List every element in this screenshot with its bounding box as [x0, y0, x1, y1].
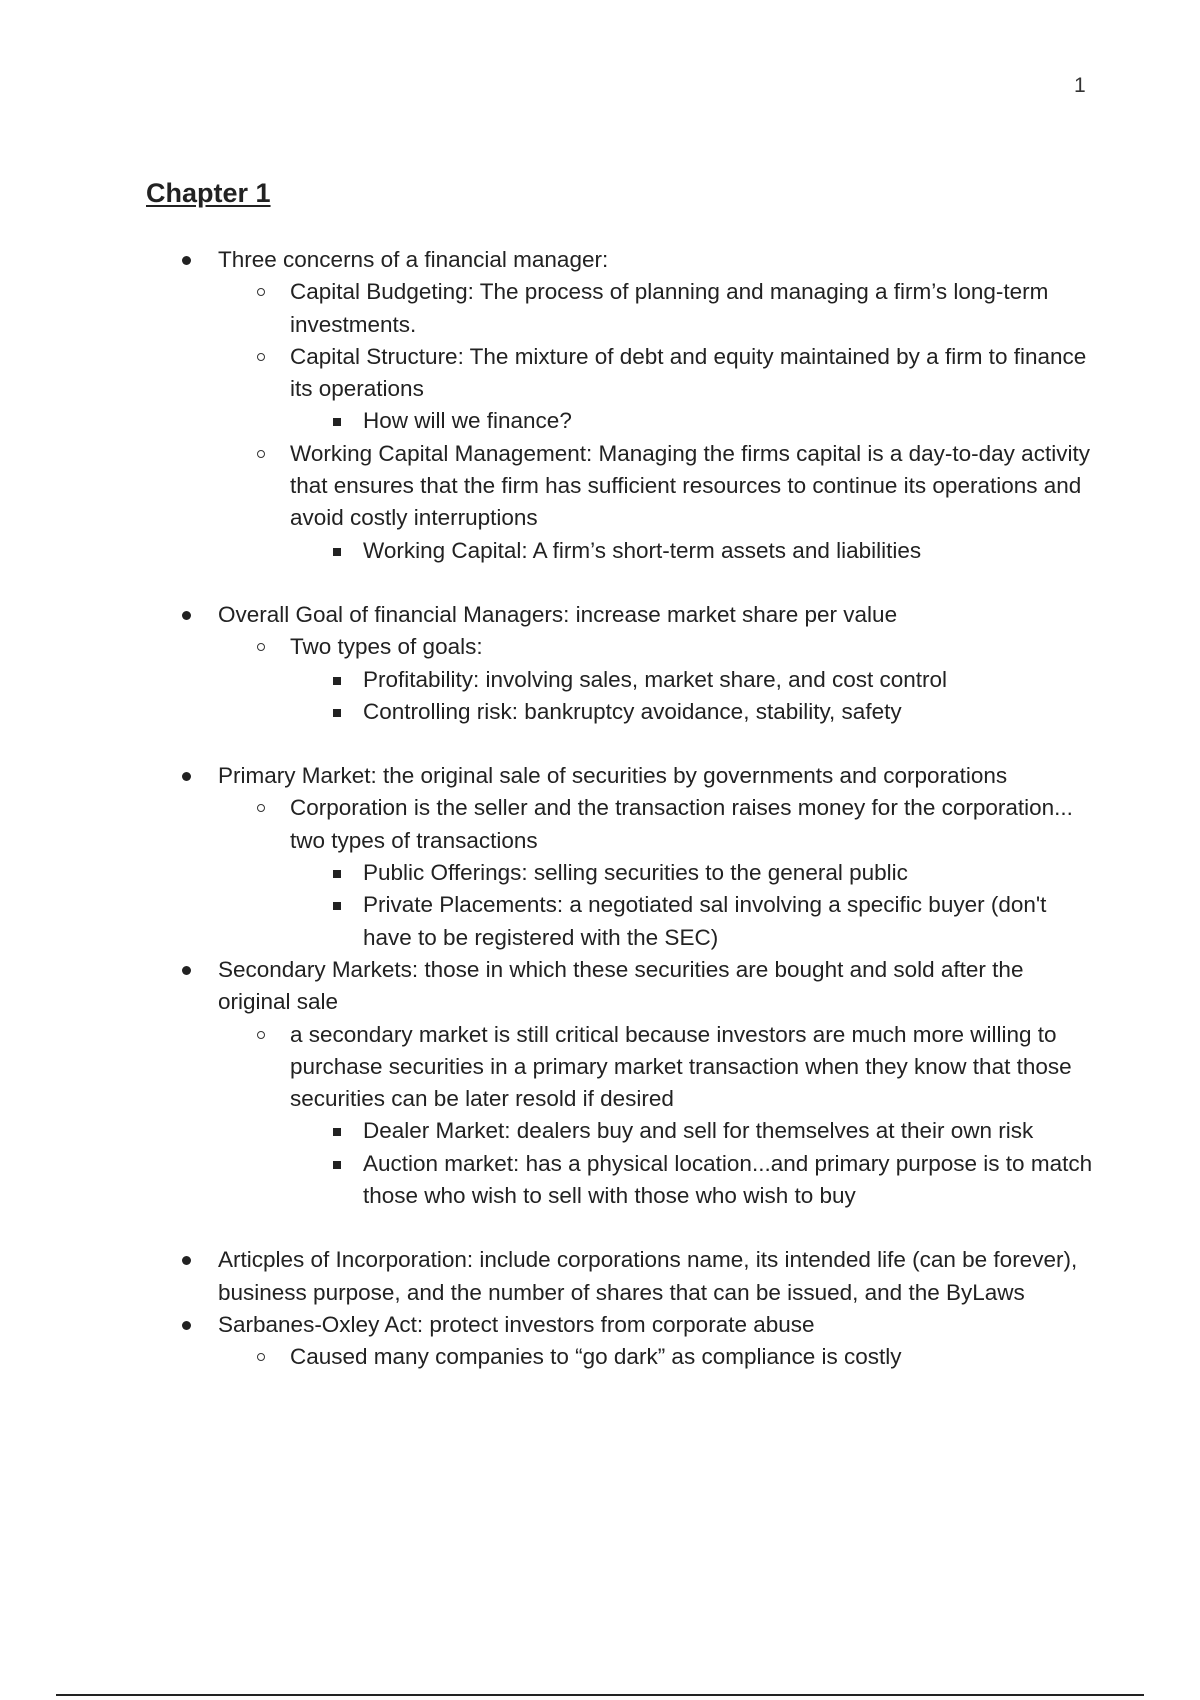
- sub-sub-bullet-text: Auction market: has a physical location...and primary purpose is to match those who wish to sell with those who wish to buy: [363, 1150, 1093, 1209]
- sub-bullet-text: Corporation is the seller and the transaction raises money for the corporation... two types of transactions: [290, 795, 1073, 853]
- notes-list: [0, 244, 1200, 1374]
- sub-bullet-item: [0, 1341, 1098, 1373]
- bullet-item: [0, 1309, 1098, 1341]
- sub-bullet-item: [0, 631, 1098, 663]
- sub-sub-bullet-text: Controlling risk: bankruptcy avoidance, stability, safety: [363, 698, 902, 724]
- sub-sub-bullet-text: Private Placements: a negotiated sal involving a specific buyer (don't have to be registered with the SEC): [363, 892, 1047, 950]
- hollow-circle-bullet-icon: [257, 288, 265, 296]
- sub-sub-bullet-item: [0, 889, 1098, 954]
- square-bullet-icon: [333, 1128, 341, 1136]
- sub-sub-bullet-item: [0, 1148, 1098, 1213]
- page-number: 1: [1074, 74, 1086, 97]
- sub-bullet-text: Capital Budgeting: The process of planning and managing a firm’s long-term investments.: [290, 279, 1049, 337]
- sub-sub-bullet-text: How will we finance?: [363, 408, 572, 434]
- square-bullet-icon: [333, 1161, 341, 1169]
- bullet-text: Overall Goal of financial Managers: increase market share per value: [218, 601, 898, 627]
- bullet-text: Articples of Incorporation: include corporations name, its intended life (can be forever), business purpose, and the number of shares that can be issued, and the ByLaws: [218, 1247, 1078, 1305]
- sub-bullet-item: [0, 341, 1098, 406]
- square-bullet-icon: [333, 418, 341, 426]
- sub-bullet-text: Capital Structure: The mixture of debt and equity maintained by a firm to finance its operations: [290, 343, 1087, 402]
- filled-circle-bullet-icon: [182, 1256, 191, 1265]
- bullet-text: Secondary Markets: those in which these securities are bought and sold after the original sale: [218, 956, 1024, 1015]
- filled-circle-bullet-icon: [182, 966, 191, 975]
- sub-bullet-text: Caused many companies to “go dark” as compliance is costly: [290, 1344, 902, 1370]
- sub-sub-bullet-item: [0, 857, 1098, 889]
- sub-bullet-item: [0, 792, 1098, 857]
- sub-sub-bullet-item: [0, 405, 1098, 437]
- sub-sub-bullet-item: [0, 1115, 1098, 1147]
- sub-bullet-item: [0, 276, 1098, 341]
- chapter-title: Chapter 1: [146, 178, 271, 208]
- bullet-text: Primary Market: the original sale of securities by governments and corporations: [218, 763, 1008, 789]
- hollow-circle-bullet-icon: [257, 1031, 265, 1039]
- sub-sub-bullet-text: Public Offerings: selling securities to the general public: [363, 860, 908, 886]
- bullet-text: Three concerns of a financial manager:: [218, 247, 609, 272]
- square-bullet-icon: [333, 548, 341, 556]
- bullet-item: [0, 954, 1098, 1019]
- sub-bullet-item: [0, 1019, 1098, 1116]
- hollow-circle-bullet-icon: [257, 643, 265, 651]
- sub-bullet-text: Working Capital Management: Managing the firms capital is a day-to-day activity that ensures that the firm has sufficient resources to continue its operations and avoid costly interruptions: [290, 440, 1090, 531]
- bullet-item: [0, 1244, 1098, 1309]
- sub-sub-bullet-text: Dealer Market: dealers buy and sell for themselves at their own risk: [363, 1118, 1034, 1144]
- square-bullet-icon: [333, 902, 341, 910]
- bullet-item: [0, 244, 1098, 276]
- sub-bullet-text: Two types of goals:: [290, 634, 483, 660]
- sub-sub-bullet-text: Profitability: involving sales, market share, and cost control: [363, 666, 948, 692]
- page-bottom-rule: [56, 1694, 1144, 1696]
- sub-bullet-item: [0, 438, 1098, 535]
- square-bullet-icon: [333, 677, 341, 685]
- sub-sub-bullet-item: [0, 664, 1098, 696]
- sub-sub-bullet-text: Working Capital: A firm’s short-term assets and liabilities: [363, 537, 922, 563]
- hollow-circle-bullet-icon: [257, 1353, 265, 1361]
- filled-circle-bullet-icon: [182, 611, 191, 620]
- sub-bullet-text: a secondary market is still critical because investors are much more willing to purchase securities in a primary market transaction when they know that those securities can be later resold if desired: [290, 1021, 1072, 1112]
- sub-sub-bullet-item: [0, 535, 1098, 567]
- hollow-circle-bullet-icon: [257, 804, 265, 812]
- square-bullet-icon: [333, 870, 341, 878]
- bullet-text: Sarbanes-Oxley Act: protect investors from corporate abuse: [218, 1311, 815, 1337]
- sub-sub-bullet-item: [0, 696, 1098, 728]
- hollow-circle-bullet-icon: [257, 450, 265, 458]
- filled-circle-bullet-icon: [182, 256, 191, 265]
- bullet-item: [0, 760, 1098, 792]
- bullet-item: [0, 599, 1098, 631]
- filled-circle-bullet-icon: [182, 1321, 191, 1330]
- filled-circle-bullet-icon: [182, 772, 191, 781]
- hollow-circle-bullet-icon: [257, 353, 265, 361]
- square-bullet-icon: [333, 709, 341, 717]
